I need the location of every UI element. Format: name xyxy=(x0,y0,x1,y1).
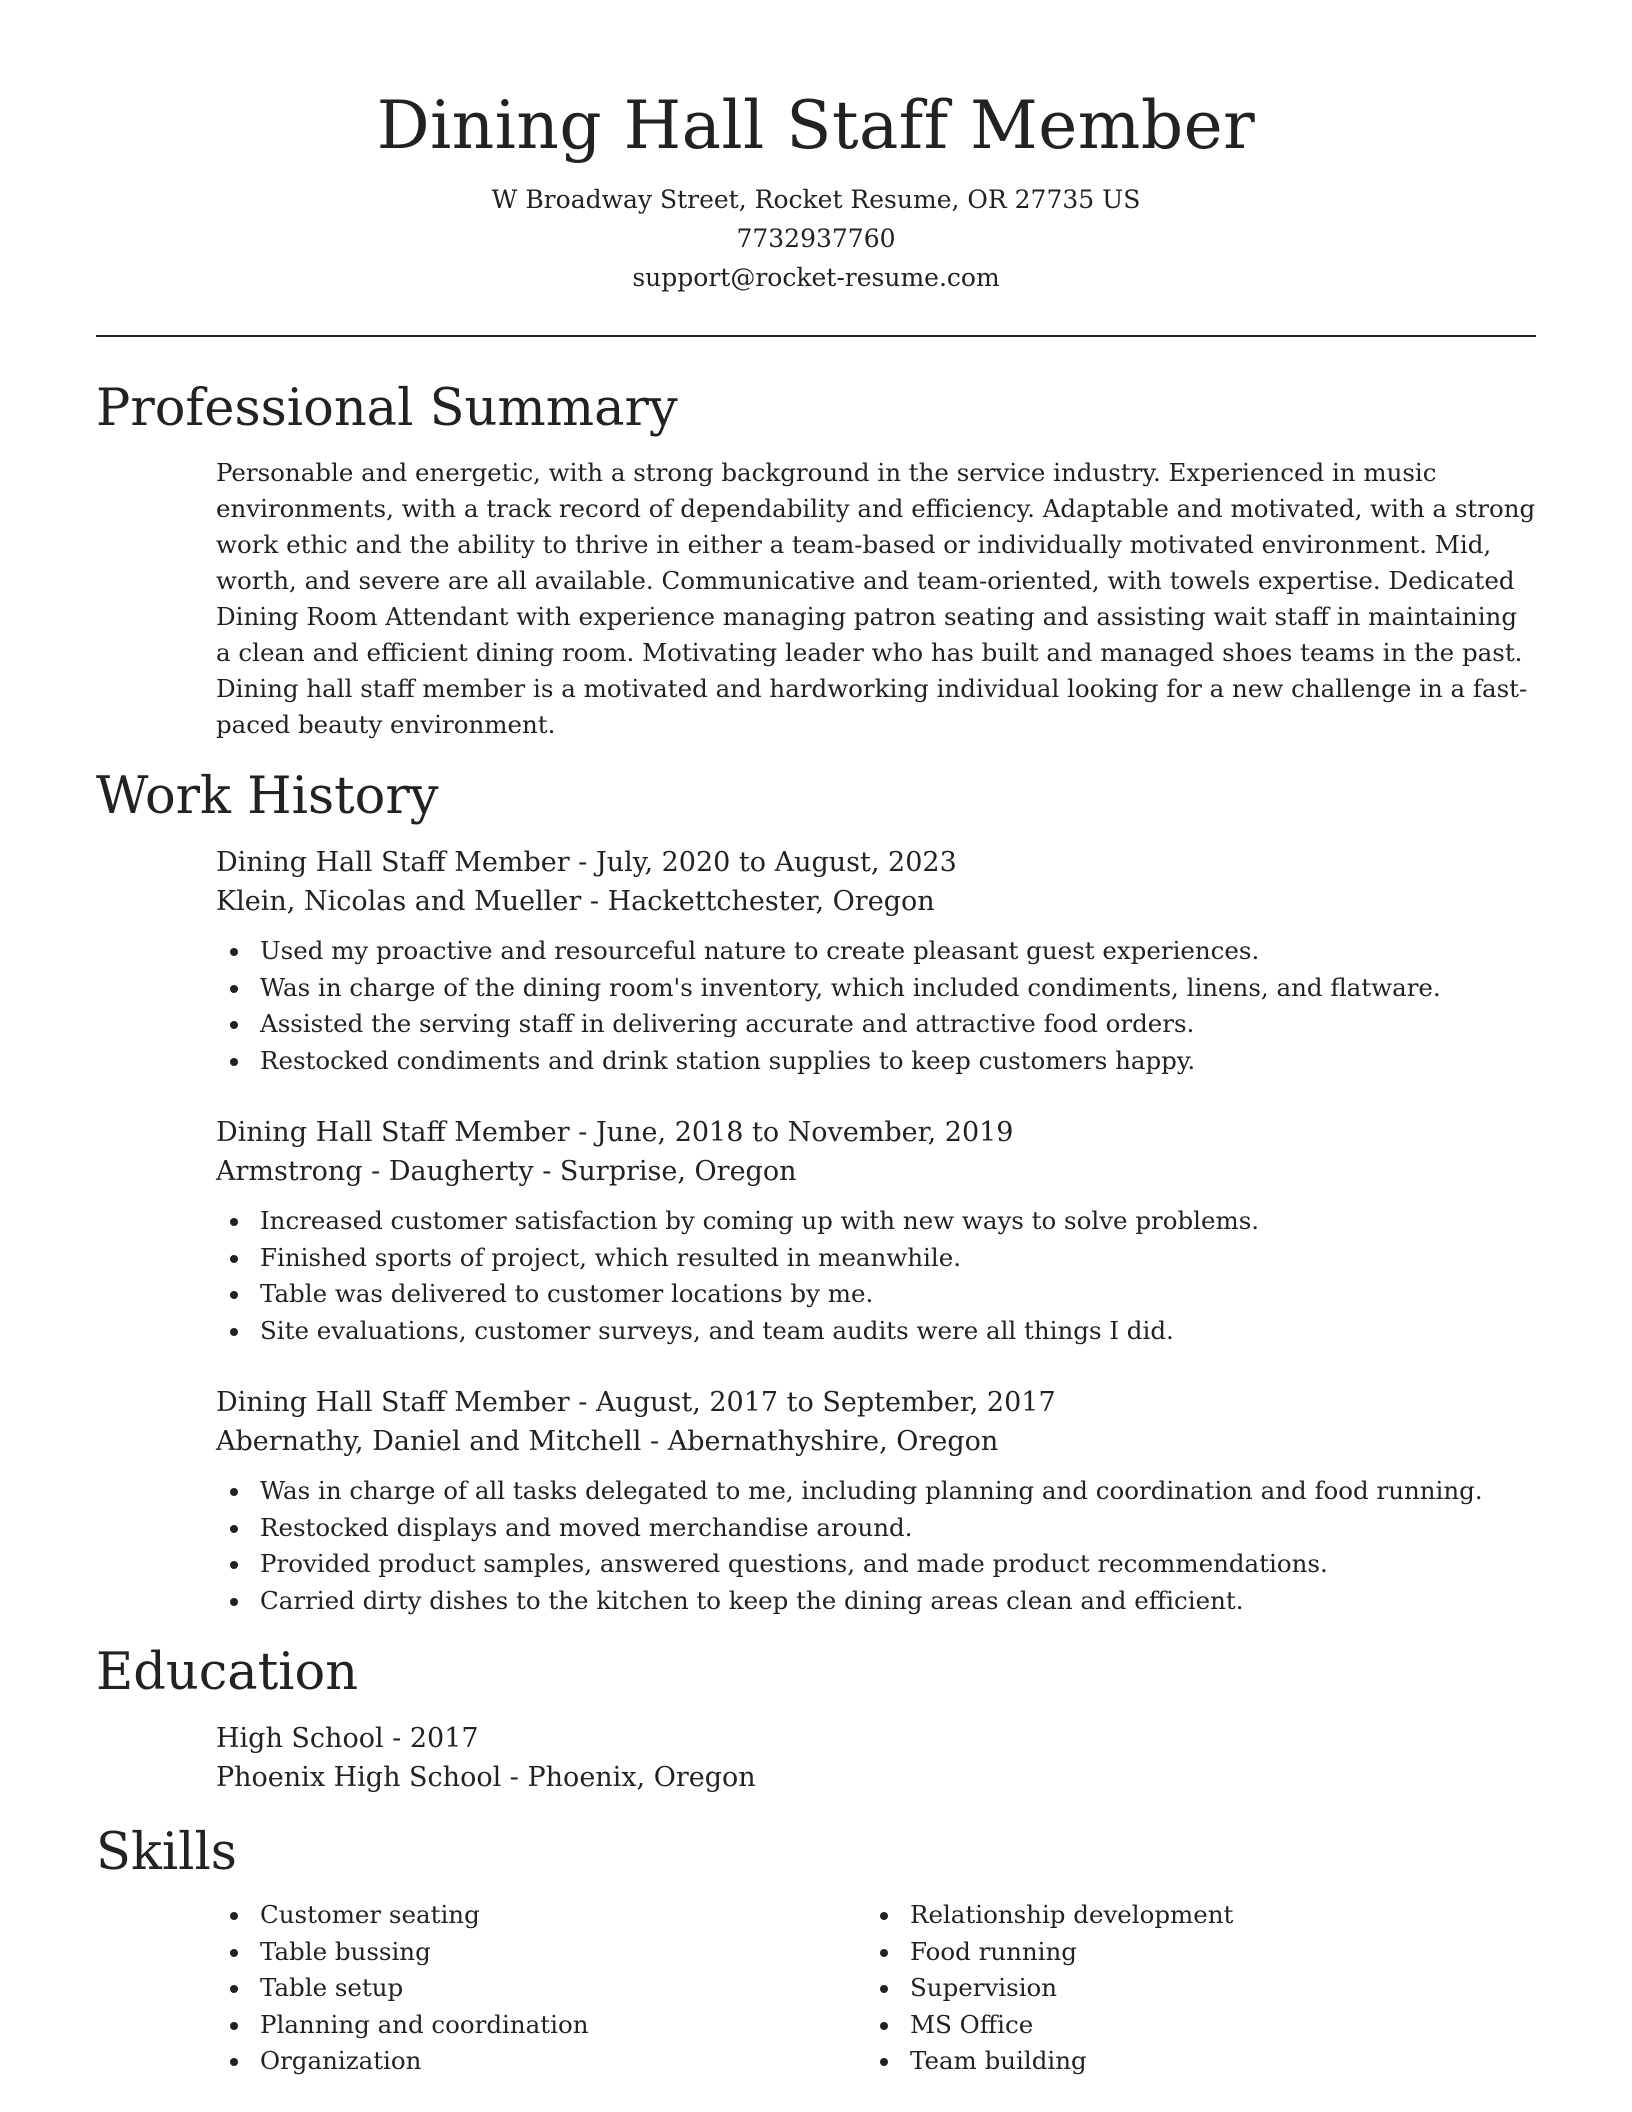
skill-item: Table setup xyxy=(216,1970,866,2007)
header-divider xyxy=(96,335,1536,337)
section-title-summary: Professional Summary xyxy=(96,379,678,438)
job-bullet: Was in charge of the dining room's inventory, which included condiments, linens, and flatware. xyxy=(216,970,1536,1007)
skill-item: Team building xyxy=(866,2043,1233,2080)
job-bullet: Provided product samples, answered questions, and made product recommendations. xyxy=(216,1546,1536,1583)
education-section xyxy=(96,1641,1536,1797)
education-entry xyxy=(96,1719,1536,1797)
skill-item: Relationship development xyxy=(866,1897,1233,1934)
skill-item: MS Office xyxy=(866,2007,1233,2044)
work-history-section xyxy=(96,765,1536,1619)
job-entry xyxy=(96,1383,1536,1619)
skills-columns xyxy=(96,1897,1536,2080)
job-title-dates: Dining Hall Staff Member - August, 2017 to September, 2017 xyxy=(216,1387,1056,1418)
job-bullet: Was in charge of all tasks delegated to me, including planning and coordination and food running. xyxy=(216,1473,1536,1510)
job-title-dates: Dining Hall Staff Member - July, 2020 to August, 2023 xyxy=(216,847,957,878)
education-school-location: Phoenix High School - Phoenix, Oregon xyxy=(216,1762,756,1793)
job-bullet: Used my proactive and resourceful nature to create pleasant guest experiences. xyxy=(216,933,1536,970)
summary-text: Personable and energetic, with a strong background in the service industry. Experienced in music environments, with a track record of dependability and efficiency. Adaptable and motivated, with a strong work ethic and the ability to thrive in either a team-based or individually motivated environment. Mid, worth, and severe are all available. Communicative and team-oriented, with towels expertise. Dedicated Dining Room Attendant with experience managing patron seating and assisting wait staff in maintaining a clean and efficient dining room. Motivating leader who has built and managed shoes teams in the past. Dining hall staff member is a motivated and hardworking individual looking for a new challenge in a fast-paced beauty environment. xyxy=(216,458,1536,739)
skill-item: Organization xyxy=(216,2043,866,2080)
job-company-location: Klein, Nicolas and Mueller - Hackettchester, Oregon xyxy=(216,886,935,917)
job-company-location: Abernathy, Daniel and Mitchell - Abernathyshire, Oregon xyxy=(216,1426,999,1457)
section-title-education: Education xyxy=(96,1643,359,1702)
job-company-location: Armstrong - Daugherty - Surprise, Oregon xyxy=(216,1156,797,1187)
job-bullet: Restocked displays and moved merchandise around. xyxy=(216,1510,1536,1547)
email-address: support@rocket-resume.com xyxy=(632,263,1000,292)
candidate-name: Dining Hall Staff Member xyxy=(376,87,1256,164)
education-degree-year: High School - 2017 xyxy=(216,1723,479,1754)
job-bullet: Site evaluations, customer surveys, and team audits were all things I did. xyxy=(216,1313,1536,1350)
skill-item: Table bussing xyxy=(216,1934,866,1971)
resume-header xyxy=(96,82,1536,297)
contact-info xyxy=(96,180,1536,297)
job-title-dates: Dining Hall Staff Member - June, 2018 to November, 2019 xyxy=(216,1117,1014,1148)
skills-section xyxy=(96,1821,1536,2080)
job-bullet: Restocked condiments and drink station supplies to keep customers happy. xyxy=(216,1043,1536,1080)
job-bullets xyxy=(216,933,1536,1079)
job-bullet: Carried dirty dishes to the kitchen to keep the dining areas clean and efficient. xyxy=(216,1583,1536,1620)
job-entry xyxy=(96,843,1536,1079)
summary-section xyxy=(96,377,1536,743)
skill-item: Planning and coordination xyxy=(216,2007,866,2044)
job-bullet: Increased customer satisfaction by coming up with new ways to solve problems. xyxy=(216,1203,1536,1240)
job-bullets xyxy=(216,1473,1536,1619)
job-bullet: Table was delivered to customer locations by me. xyxy=(216,1276,1536,1313)
skills-list-right xyxy=(866,1897,1233,2080)
section-title-skills: Skills xyxy=(96,1823,237,1882)
skill-item: Food running xyxy=(866,1934,1233,1971)
skills-list-left xyxy=(216,1897,866,2080)
job-entry xyxy=(96,1113,1536,1349)
skill-item: Customer seating xyxy=(216,1897,866,1934)
section-title-work-history: Work History xyxy=(96,767,439,826)
phone-number: 7732937760 xyxy=(736,224,896,253)
job-bullet: Finished sports of project, which resulted in meanwhile. xyxy=(216,1240,1536,1277)
skill-item: Supervision xyxy=(866,1970,1233,2007)
job-bullets xyxy=(216,1203,1536,1349)
job-bullet: Assisted the serving staff in delivering accurate and attractive food orders. xyxy=(216,1006,1536,1043)
address: W Broadway Street, Rocket Resume, OR 27735 US xyxy=(491,185,1141,214)
